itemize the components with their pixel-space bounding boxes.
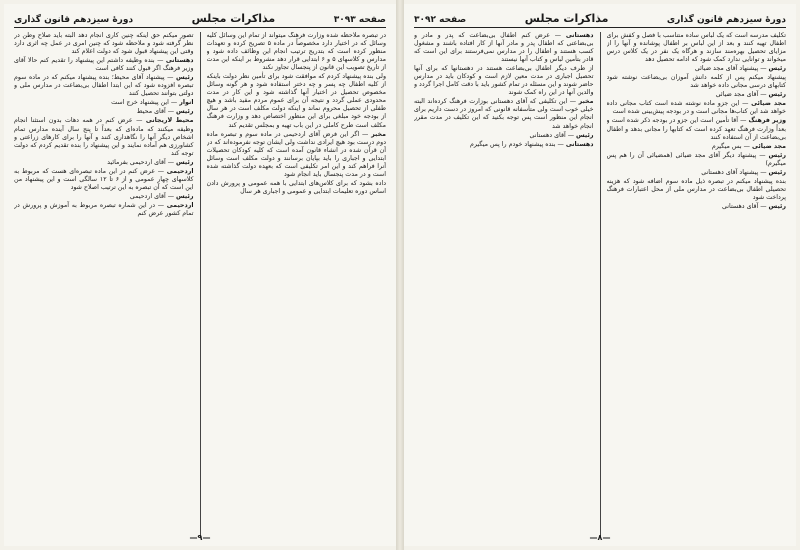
paragraph-text: آقای محیط (136, 108, 166, 116)
paragraph-text: عرض کنم در این ماده تبصره‌ای هست که مربوط به کلاسهای چهار عمومی و از ۶ تا ۱۲ سالگی است و این پیشنهاد من این است که آن تبصره به این ترتیب اصلاح شود (14, 167, 194, 191)
speaker-name: مخبر (578, 98, 594, 106)
transcript-paragraph (207, 73, 387, 129)
transcript-paragraph: رئیس — آقای دهستانی (722, 202, 786, 210)
paragraph-text: پیشنهاد میکنم پس از کلمه دانش آموزان بی‌بضاعت نوشته شود کتابهای درسی مجانی داده خواهد شد (606, 74, 786, 90)
paragraph-text: بنده وظیفه داشتم این پیشنهاد را تقدیم کنم حالا آقای وزیر فرهنگ اگر قبول کنند کافی است (14, 57, 194, 73)
left-page-title: مذاکرات مجلس (191, 12, 276, 25)
transcript-paragraph: رئیس — پیشنهاد آقای مجد ضیائی (694, 65, 786, 73)
transcript-paragraph: رئیس — آقای دهستانی (529, 131, 594, 139)
transcript-paragraph (207, 32, 387, 72)
right-page (404, 4, 796, 546)
speaker-name: رئیس (176, 108, 194, 116)
speaker-name: رئیس (176, 74, 194, 82)
paragraph-text: تصور میکنم حق اینکه چنین کاری انجام دهد البته باید صلاح وطن در نظر گرفته شود و ملاحظه شود که چنین امری در عمل چه اثری دارد وقتی این پیشنهاد قبول شود که دولت اعلام کند (14, 32, 194, 56)
transcript-paragraph: دهستانی — عرض کنم اطفال بی‌بضاعت که پدر و مادر و بی‌بضاعتی که اطفال پدر و مادر آنها از کار افتاده باشند و مشغول کسب هستند و اطفال را در مدارس نمی‌فرستند برای این است که قادر بتأمین لباس و کتاب آنها نیستند (414, 32, 594, 64)
paragraph-text: بنده پیشنهاد میکنم در تبصره ذیل ماده سوم اضافه شود که هزینه تحصیلی اطفال بی‌بضاعت در مدارس ملی از محل اعتبارات فرهنگ پرداخت شود (606, 177, 786, 201)
speaker-name: رئیس (768, 168, 786, 176)
paragraph-text: در تبصره ملاحظه شده وزارت فرهنگ میتواند از تمام این وسائل کلیه وسائل که در اختیار دارد مخصوصاً در ماده ۵ تصریح کرده و تعهدات منظور کرده است که بتدریج ترتیب انجام این وظائف داده شود و مدارس و کلاسهای ۵ و ۶ ابتدایی قرار دهد مشروط بر اینکه این مدت از تاریخ تصویب این قانون از پنجسال تجاوز نکند (206, 32, 386, 72)
paragraph-text: بنده پیشنهاد خودم را پس میگیرم (469, 140, 556, 148)
speaker-name: دهستانی (565, 32, 594, 39)
speaker-name: رئیس (576, 131, 594, 139)
paragraph-text: عرض کنم در همه دهات بدون استثنا انجام وظیفه میکنند که ماده‌ای که بعداً تا پنج سال آینده مدارس تمام اشخاص دیگر آنها را نگاهداری کنند و آنها را برای کارهای زراعتی و کشاورزی هم آماده نمایند و این پیشنهاد را بنده تقدیم کردم که دولت توجه کند (14, 117, 194, 157)
transcript-paragraph: دهستانی — بنده وظیفه داشتم این پیشنهاد را تقدیم کنم حالا آقای وزیر فرهنگ اگر قبول کنند کافی است (14, 57, 194, 73)
speaker-name: رئیس (768, 151, 786, 159)
speaker-name: مجد ضیائی (751, 100, 786, 108)
paragraph-text: این جزو ماده نوشته شده است کتاب مجانی داده خواهد شد این کتاب‌ها مجانی است و در بودجه پیش‌بینی شده است (606, 100, 786, 116)
transcript-paragraph: مخبر — این تکلیفی که آقای دهستانی بوزارت فرهنگ کرده‌اند البته خیلی خوب است ولی متأسفانه قانونی که امروز در دست داریم برای انجام این منظور است پس توجه بکنید که این تکلیف در مدت مقرر انجام خواهد شد (414, 98, 594, 130)
left-page-column-left (14, 32, 194, 537)
paragraph-text: آقای دهستانی (722, 202, 759, 210)
right-page-header (414, 12, 786, 28)
left-page-footer: —۹— (189, 533, 211, 542)
left-page-number: صفحه ۳۰۹۳ (333, 15, 386, 25)
transcript-paragraph: اردحیمی — در این شماره تبصره مربوط به آموزش و پرورش در تمام کشور عرض کنم (14, 201, 194, 217)
transcript-paragraph: مجد ضیائی — این جزو ماده نوشته شده است کتاب مجانی داده خواهد شد این کتاب‌ها مجانی است و در بودجه پیش‌بینی شده است (606, 100, 786, 116)
left-page-header (14, 12, 386, 28)
paragraph-text: این پیشنهاد خرج است (111, 99, 169, 107)
speaker-name: رئیس (176, 158, 194, 166)
transcript-paragraph: رئیس — پیشنهاد آقای محیط؛ بنده پیشنهاد میکنم که در ماده سوم تبصره افزوده شود که این ابتدا اطفال بی‌بضاعت در مدارس ملی و دولتی بتوانند تحصیل کنند (14, 74, 194, 98)
speaker-name: رئیس (768, 65, 786, 73)
paragraph-text: اگر این فرض آقای اردحیمی در ماده سوم و تبصره ماده دوم درست بود هیچ ایرادی نداشت ولی ایشان توجه نفرموده‌اند که در آن قرآن شده در انشاء قانون آمده است که کلیه کودکان تحصیلات ابتدایی و اجباری را باید بپایان برسانند و دولت مکلف است وسائل آنرا فراهم کند و این امر تکلیفی است که بعهده دولت گذاشته شده است و در مدت پنجسال باید انجام شود (206, 130, 386, 178)
paragraph-text: پیشنهاد آقای محیط؛ بنده پیشنهاد میکنم که در ماده سوم تبصره افزوده شود که این ابتدا اطفال بی‌بضاعت در مدارس ملی و دولتی بتوانند تحصیل کنند (14, 74, 194, 98)
speaker-name: وزیر فرهنگ (748, 117, 786, 125)
transcript-paragraph: محیط لاریجانی — عرض کنم در همه دهات بدون استثنا انجام وظیفه میکنند که ماده‌ای که بعداً تا پنج سال آینده مدارس تمام اشخاص دیگر آنها را نگاهداری کنند و آنها را برای کارهای زراعتی و کشاورزی هم آماده نمایند و این پیشنهاد را بنده تقدیم کردم که دولت توجه کند (14, 117, 194, 157)
right-page-title: مذاکرات مجلس (524, 12, 609, 25)
right-page-number: صفحه ۳۰۹۲ (414, 15, 467, 25)
transcript-paragraph: رئیس — آقای محیط (136, 108, 194, 116)
transcript-paragraph: مجد ضیائی — بس میگیرم (711, 142, 786, 150)
left-page-session: دورهٔ سیزدهم قانون گذاری (14, 15, 134, 25)
paragraph-text: آقای مجد ضیائی (715, 91, 759, 99)
left-page (4, 4, 396, 546)
right-page-session: دورهٔ سیزدهم قانون گذاری (666, 15, 786, 25)
paragraph-text: تکلیف مدرسه است که یک لباس ساده متناسب با فصل و کفش برای اطفال تهیه کنند و بعد از این لباس بر اطفال پوشانده و آنها را از مزایای تحصیل بهره‌مند سازند و هرگاه یک نفر در یک کلاس درس میخواند و توانایی ندارد کمک شود که ادامه تحصیل دهد (606, 32, 786, 64)
book-gutter (396, 0, 404, 550)
paragraph-text: عرض کنم اطفال بی‌بضاعت که پدر و مادر و بی‌بضاعتی که اطفال پدر و مادر آنها از کار افتاده باشند و مشغول کسب هستند و اطفال را در مدارس نمی‌فرستند برای این است که قادر بتأمین لباس و کتاب آنها نیستند (414, 32, 594, 64)
paragraph-text: آقای اردحیمی (129, 192, 166, 200)
speaker-name: مخبر (371, 130, 386, 138)
transcript-paragraph (414, 65, 594, 97)
right-page-column-left (414, 32, 594, 537)
column-divider (200, 32, 201, 537)
paragraph-text: آقا تأمین است این جزو در بودجه ذکر شده است و بعداً وزارت فرهنگ تعهد کرده است که کتابها را مجانی بدهد و اطفال بی‌بضاعت از آن استفاده کنند (606, 117, 786, 141)
transcript-paragraph (607, 32, 787, 64)
transcript-paragraph: رئیس — پیشنهاد دیگر آقای مجد ضیائی (همضیائی آن را هم پس میگیرم) (606, 151, 786, 167)
column-divider (600, 32, 601, 537)
transcript-paragraph (607, 74, 787, 90)
transcript-paragraph (207, 180, 387, 196)
speaker-name: اردحیمی (166, 201, 194, 209)
paragraph-text: در این شماره تبصره مربوط به آموزش و پرورش در تمام کشور عرض کنم (14, 201, 194, 217)
transcript-paragraph: رئیس — آقای مجد ضیائی (715, 91, 786, 99)
paragraph-text: پیشنهاد آقای دهستانی (701, 168, 759, 176)
transcript-paragraph: اردحیمی — عرض کنم در این ماده تبصره‌ای هست که مربوط به کلاسهای چهار عمومی و از ۶ تا ۱۲ سالگی است و این پیشنهاد من این است که آن تبصره به این ترتیب اصلاح شود (14, 167, 194, 191)
speaker-name: دهستانی (565, 140, 594, 148)
transcript-paragraph: دهستانی — بنده پیشنهاد خودم را پس میگیرم (469, 140, 594, 148)
transcript-paragraph: وزیر فرهنگ — آقا تأمین است این جزو در بودجه ذکر شده است و بعداً وزارت فرهنگ تعهد کرده است که کتابها را مجانی بدهد و اطفال بی‌بضاعت از آن استفاده کنند (606, 117, 786, 141)
paragraph-text: از طرف دیگر اطفال بی‌بضاعت هستند در دهستانها که برای آنها تحصیل اجباری در مدت معین لازم است و کودکان باید در مدارس حاضر شوند و این مسئله در تمام کشور باید با دقت کامل اجرا گردد و والدین آنها در این راه کمک شوند (414, 65, 594, 97)
paragraph-text: پیشنهاد دیگر آقای مجد ضیائی (همضیائی آن را هم پس میگیرم) (606, 151, 786, 167)
speaker-name: رئیس (768, 91, 786, 99)
paragraph-text: آقای دهستانی (529, 131, 566, 139)
speaker-name: رئیس (768, 202, 786, 210)
speaker-name: اردحیمی (166, 167, 194, 175)
speaker-name: مجد ضیائی (751, 142, 786, 150)
paragraph-text: آقای اردحیمی بفرمائید (107, 158, 166, 166)
transcript-paragraph: رئیس — آقای اردحیمی (129, 192, 194, 200)
paragraph-text: ولی بنده پیشنهاد کردم که موافقت شود برای تأمین نظر دولت باینکه از کلیه اطفال چه پسر و چه دختر استفاده شود و هر گونه وسائل مخصوص تحصیل در اختیار آنها گذاشته شود و این کار در مدت محدودی عملی گردد و نتیجه آن برای عموم مردم مفید باشد و هیچ طفلی از تحصیل محروم نماند و اینکه دولت مکلف است در هر سال از بودجه خود مبلغی برای این منظور اختصاص دهد و وزارت فرهنگ مکلف است طرح کاملی در این باب تهیه و بمجلس تقدیم کند (206, 73, 386, 129)
transcript-paragraph (14, 32, 194, 56)
left-page-column-right (207, 32, 387, 537)
transcript-paragraph: مخبر — اگر این فرض آقای اردحیمی در ماده سوم و تبصره ماده دوم درست بود هیچ ایرادی نداشت ولی ایشان توجه نفرموده‌اند که در آن قرآن شده در انشاء قانون آمده است که کلیه کودکان تحصیلات ابتدایی و اجباری را باید بپایان برسانند و دولت مکلف است وسائل آنرا فراهم کند و این امر تکلیفی است که بعهده دولت گذاشته شده است و در مدت پنجسال باید انجام شود (206, 130, 386, 178)
paragraph-text: داده بشود که برای کلاس‌های ابتدایی با همه عمومی و پرورش دادن اساس دوره تعلیمات ابتدایی و عمومی و اجباری هر سال (206, 179, 386, 195)
paragraph-text: این تکلیفی که آقای دهستانی بوزارت فرهنگ کرده‌اند البته خیلی خوب است ولی متأسفانه قانونی که امروز در دست داریم برای انجام این منظور است پس توجه بکنید که این تکلیف در مدت مقرر انجام خواهد شد (414, 98, 594, 130)
transcript-paragraph: انوار — این پیشنهاد خرج است (111, 99, 194, 107)
transcript-paragraph: رئیس — آقای اردحیمی بفرمائید (107, 158, 194, 166)
speaker-name: انوار (179, 99, 194, 107)
right-page-footer: —۸— (589, 533, 611, 542)
transcript-paragraph (607, 178, 787, 202)
paragraph-text: پیشنهاد آقای مجد ضیائی (694, 65, 759, 73)
speaker-name: محیط لاریجانی (145, 117, 194, 125)
speaker-name: دهستانی (165, 57, 194, 65)
transcript-paragraph: رئیس — پیشنهاد آقای دهستانی (701, 168, 786, 176)
paragraph-text: بس میگیرم (711, 142, 742, 150)
right-page-column-right (607, 32, 787, 537)
speaker-name: رئیس (176, 192, 194, 200)
